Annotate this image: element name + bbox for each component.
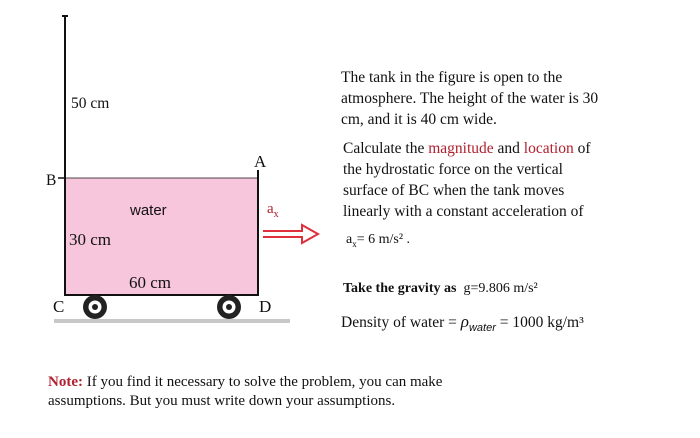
label-D: D bbox=[259, 297, 272, 316]
density-line: Density of water = $\rho_{water} = 1000$ kg/m³ bbox=[341, 312, 584, 335]
label-ax: $a_x$ bbox=[267, 201, 279, 220]
label-B: B bbox=[46, 172, 57, 189]
task-paragraph: Calculate the magnitude and location of the hydrostatic force on the vertical surface of BC when the tank moves linearly with a constant acceleration of bbox=[343, 140, 591, 220]
label-C: C bbox=[53, 297, 65, 316]
label-30cm: 30 cm bbox=[69, 230, 112, 249]
acceleration-value: $a_x= 6$ m/s² . bbox=[346, 232, 411, 249]
ground bbox=[54, 319, 290, 323]
gravity-line: Take the gravity as g=9.806 m/s² bbox=[343, 281, 538, 296]
label-water: water bbox=[130, 202, 167, 219]
label-60cm: 60 cm bbox=[129, 273, 172, 292]
note-paragraph: Note: If you find it necessary to solve the problem, you can make assumptions. But you must write down your assumptions. bbox=[48, 374, 443, 409]
label-A: A bbox=[254, 152, 267, 171]
label-50cm: 50 cm bbox=[71, 95, 110, 112]
acceleration-arrow-icon bbox=[263, 225, 318, 243]
wheel-left bbox=[83, 295, 107, 319]
intro-paragraph: The tank in the figure is open to the atmosphere. The height of the water is 30 cm, and it is 40 cm wide. bbox=[341, 69, 599, 128]
wheel-right bbox=[217, 295, 241, 319]
